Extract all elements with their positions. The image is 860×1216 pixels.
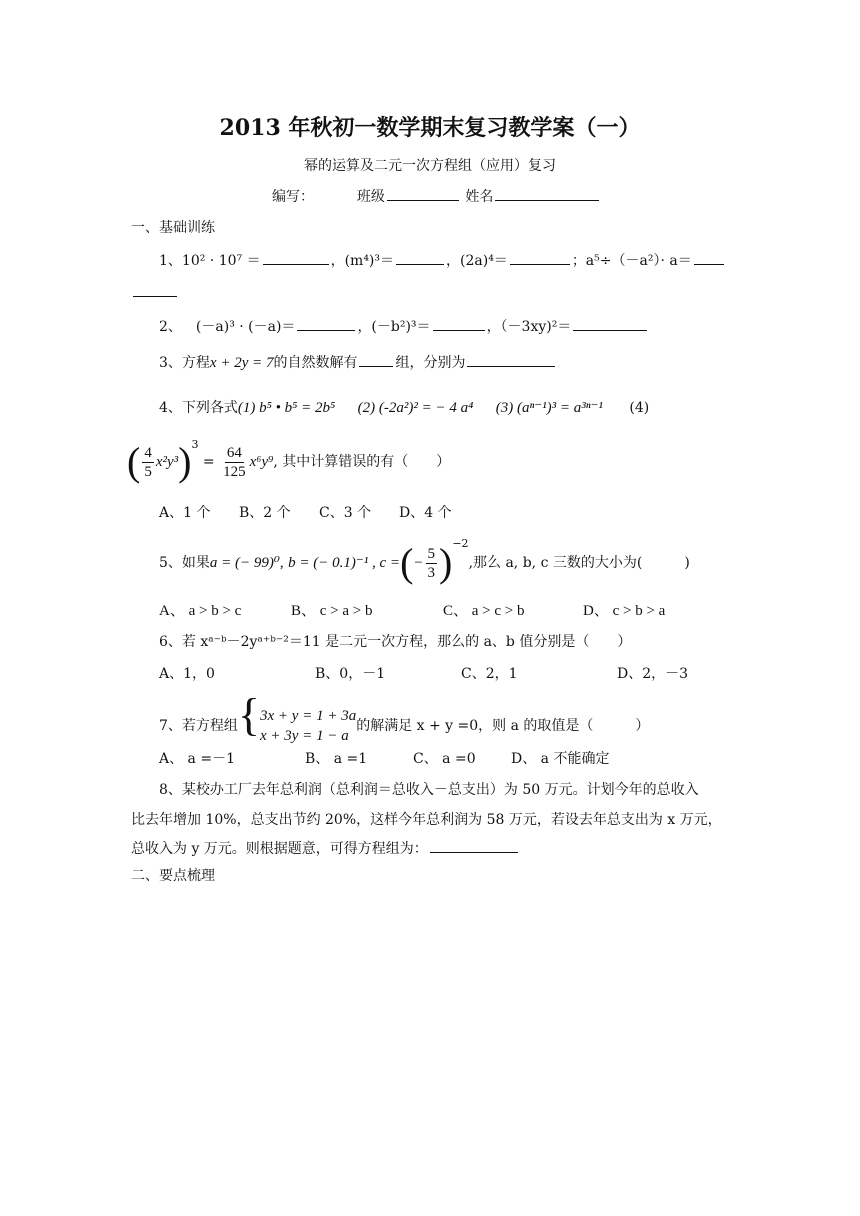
question-6: 6、若 xᵃ⁻ᵇ－2yᵃ⁺ᵇ⁻²＝11 是二元一次方程，那么的 a、b 值分别是（ ） [159, 634, 632, 650]
q1-blank-d-cont[interactable] [133, 282, 177, 297]
q1-part-a: 10² · 10⁷ ＝ [181, 253, 261, 269]
q8-line-2: 比去年增加 10%，总支出节约 20%，这样今年总利润为 58 万元，若设去年总支出为 x 万元， [131, 812, 722, 828]
q4-option-d[interactable]: D、4 个 [399, 505, 452, 521]
q7-options [159, 749, 631, 769]
q4-expr-4: ( $\frac{4}{5}$ x²y³)$^3$ = $\frac{64}{125}$ x⁶y⁹, 其中计算错误的有（ ） [127, 438, 451, 484]
q4-option-b[interactable]: B、2 个 [239, 505, 291, 521]
q1-blank-d[interactable] [694, 250, 724, 265]
name-label: 姓名 [465, 189, 494, 205]
q3-blank-solutions[interactable] [467, 352, 555, 367]
q4-suffix: , 其中计算错误的有（ ） [273, 454, 451, 470]
q4-rhs-tail: x⁶y⁹ [249, 454, 274, 470]
q1-blank-b[interactable] [396, 250, 444, 265]
class-blank[interactable] [387, 186, 459, 201]
q2-blank-a[interactable] [297, 316, 355, 331]
q2-part-c: ，（－3xy)²＝ [486, 319, 572, 335]
q7-option-b[interactable]: B、 a =1 [305, 751, 368, 767]
q5-b: b = (− 0.1)⁻¹ , c = [288, 555, 401, 571]
section-basic: 一、基础训练 [131, 220, 215, 236]
q4-equals: = [202, 454, 215, 470]
q8-blank[interactable] [430, 838, 518, 853]
question-3 [159, 352, 557, 373]
q7-option-d[interactable]: D、 a 不能确定 [511, 751, 610, 767]
question-7 [159, 689, 650, 744]
author-label: 编写： [272, 189, 314, 205]
q8-line-1: 8、某校办工厂去年总利润（总利润＝总收入－总支出）为 50 万元。计划今年的总收入 [159, 782, 699, 798]
q1-part-c: ，(2a)⁴＝ [446, 253, 508, 269]
q4-expr-1: (1) b⁵ • b⁵ = 2b⁵ [237, 400, 336, 416]
q3-prefix: 3、方程 [159, 355, 210, 371]
q5-prefix: 5、如果 [159, 555, 210, 571]
q2-part-b: ，(－b²)³＝ [357, 319, 431, 335]
q2-blank-c[interactable] [573, 316, 647, 331]
q5-minus: − [413, 555, 424, 571]
q4-frac-rhs: $\frac{64}{125}$ [223, 444, 246, 480]
question-5: 5、如果a = (− 99)⁰, b = (− 0.1)⁻¹ , c =(− $\frac{5}{3}$ )$^{-2}$,那么 a, b, c 三数的大小为( ) [159, 537, 690, 585]
meta-line [272, 186, 601, 207]
q3-equation: x + 2y = 7 [209, 355, 274, 371]
q4-prefix: 4、下列各式 [159, 400, 238, 416]
q4-option-c[interactable]: C、3 个 [319, 505, 372, 521]
q5-options [159, 601, 683, 621]
q3-mid2: 组，分别为 [395, 355, 466, 371]
q6-options [159, 664, 717, 684]
q1-part-b: ，(m⁴)³＝ [330, 253, 395, 269]
q1-number: 1、 [159, 253, 182, 269]
question-4 [159, 398, 649, 418]
section-key-points: 二、要点梳理 [131, 868, 215, 884]
q1-blank-c[interactable] [510, 250, 570, 265]
q4-frac-lhs: $\frac{4}{5}$ [144, 444, 152, 480]
q7-option-a[interactable]: A、 a =－1 [159, 751, 235, 767]
q1-continuation [131, 282, 179, 303]
q3-mid: 的自然数解有 [273, 355, 358, 371]
q3-blank-count[interactable] [359, 352, 393, 367]
q7-system [260, 706, 356, 746]
q7-option-c[interactable]: C、 a =0 [413, 751, 476, 767]
q4-expr-3: (3) (aⁿ⁻¹)³ = a³ⁿ⁻¹ [495, 400, 603, 416]
q7-brace: { [237, 689, 261, 740]
q1-blank-a[interactable] [263, 250, 329, 265]
q7-prefix: 7、若方程组 [159, 718, 238, 734]
q8-line-3-text: 总收入为 y 万元。则根据题意，可得方程组为： [131, 841, 428, 857]
q5-suffix: ,那么 a, b, c 三数的大小为( ) [468, 555, 690, 571]
q4-expr-4-label: (4) [629, 400, 650, 416]
q5-a: a = (− 99)⁰, [209, 555, 284, 571]
q7-eq2: x + 3y = 1 − a [260, 728, 349, 744]
q5-option-d[interactable]: D、 c > b > a [583, 603, 666, 619]
page-subtitle: 幂的运算及二元一次方程组（应用）复习 [304, 158, 556, 174]
q7-suffix: 的解满足 x + y =0，则 a 的取值是（ ） [356, 718, 650, 734]
q5-option-b[interactable]: B、 c > a > b [291, 603, 373, 619]
q6-option-a[interactable]: A、1，0 [159, 666, 215, 682]
q5-option-c[interactable]: C、 a > c > b [443, 603, 525, 619]
q2-blank-b[interactable] [433, 316, 485, 331]
question-1 [159, 250, 726, 271]
page-title: 2013 年秋初一数学期末复习教学案（一） [219, 115, 641, 141]
q4-expr-2: (2) (-2a²)² = − 4 a⁴ [357, 400, 474, 416]
q6-option-d[interactable]: D、2，－3 [617, 666, 689, 682]
q5-exponent: −2 [452, 537, 469, 550]
q7-eq1: 3x + y = 1 + 3a [260, 708, 357, 724]
q2-number: 2、 [159, 319, 182, 335]
q5-frac: $\frac{5}{3}$ [427, 545, 436, 581]
q5-option-a[interactable]: A、 a > b > c [159, 603, 242, 619]
q2-part-a: (－a)³ · (－a)＝ [195, 319, 296, 335]
q6-option-c[interactable]: C、2，1 [461, 666, 518, 682]
class-label: 班级 [356, 189, 385, 205]
q1-part-d: ；a⁵÷（－a²）· a＝ [571, 253, 692, 269]
q8-line-3 [131, 838, 520, 859]
q4-option-a[interactable]: A、1 个 [159, 505, 211, 521]
name-blank[interactable] [495, 186, 599, 201]
q6-option-b[interactable]: B、0，－1 [315, 666, 386, 682]
q4-inner: x²y³ [155, 454, 179, 470]
q4-options [159, 503, 479, 523]
question-2 [159, 316, 649, 337]
